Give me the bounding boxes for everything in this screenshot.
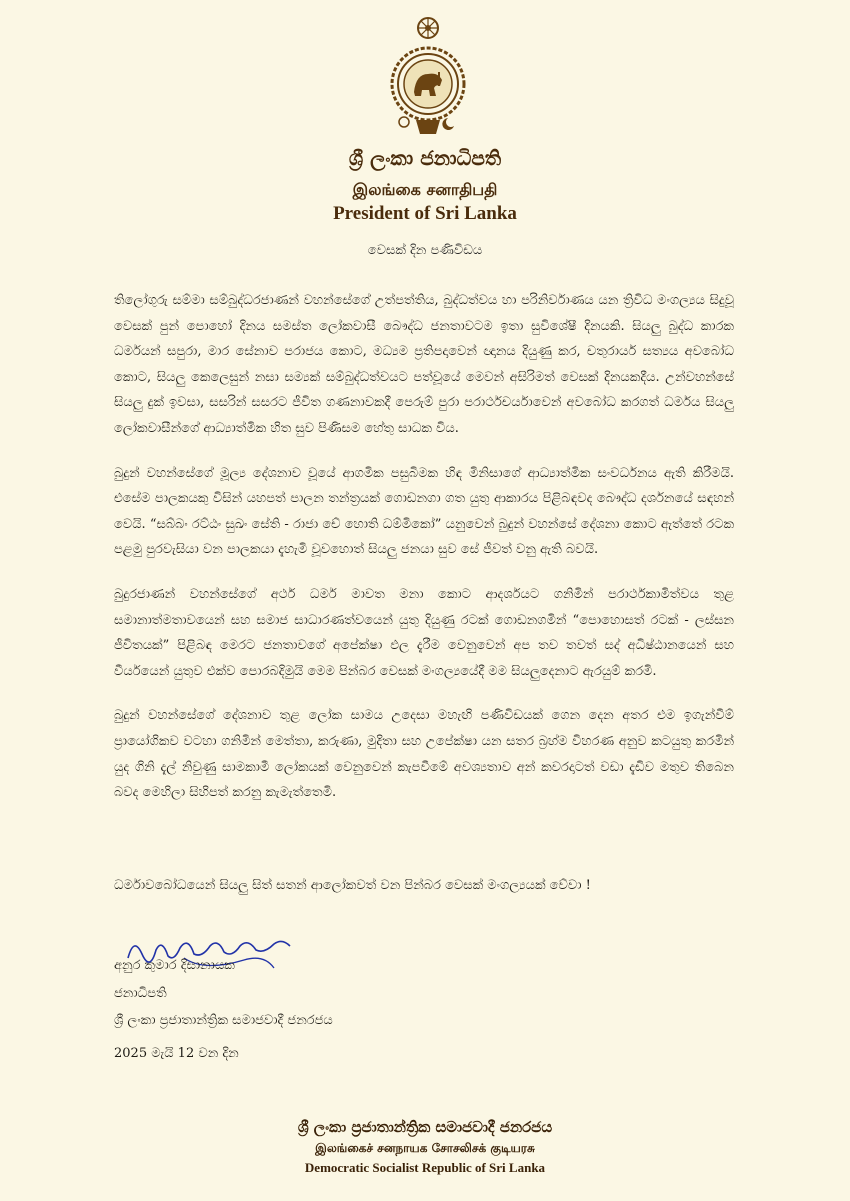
handwritten-signature	[124, 928, 294, 983]
signer-title: ජනාධිපති	[114, 986, 167, 1001]
signer-name: අනුර කුමාර දිසානායක	[114, 958, 235, 973]
footer-sinhala: ශ්‍රී ලංකා ප්‍රජාතාන්ත්‍රික සමාජවාදී ජනරජය	[297, 1118, 553, 1136]
letter-body	[114, 288, 734, 825]
header-title-english: President of Sri Lanka	[333, 203, 517, 224]
header-title-tamil: இலங்கை சனாதிபதி	[352, 180, 498, 199]
header-title-sinhala: ශ්‍රී ලංකා ජනාධිපති	[348, 146, 502, 170]
letter-subject: වෙසක් දින පණිවිඩය	[367, 243, 483, 258]
national-emblem-icon	[384, 12, 472, 140]
body-paragraph: බුදුරජාණන් වහන්සේගේ අර්ථ ධර්ම මාවත මනා කොට ආදර්ශයට ගනිමින් පරාර්ථකාමිත්වය තුළ සමානාත්මතාවයෙන් සහ සමාජ සාධාරණත්වයෙන් යුතු දියුණු රටක් ගොඩනගමින් “පොහොසත් රටක් - ලස්සන ජීවිතයක්” පිළිබඳ මෙරට ජනතාවගේ අපේක්ෂා ඵල දැරීම වෙනුවෙන් අප තව තවත් සද් අධිෂ්ඨානයෙන් සහ වීර්යයෙන් යුතුව එක්ව පොරබදිමුයි මෙම පින්බර වෙසක් මංගල්‍යයේදී මම සියලුදෙනාට ඇරයුම් කරමි.	[114, 586, 734, 679]
footer-tamil: இலங்கைச் சனநாயக சோசலிசக் குடியரசு	[315, 1141, 535, 1155]
letter-date: 2025 මැයි 12 වන දින	[114, 1046, 239, 1061]
footer-english: Democratic Socialist Republic of Sri Lanka	[304, 1160, 546, 1175]
body-paragraph: බුදුන් වහන්සේගේ දේශනාව තුළ ලෝක සාමය උදෙසා මහැඟි පණිවිඩයක් ගෙන දෙන අතර එම ඉගැන්වීම් ප්‍රායෝගිකව වටහා ගනිමින් මෙත්තා, කරුණා, මුදිතා සහ උපේක්ෂා යන සතර බ්‍රහ්ම විහරණ අනුව කටයුතු කරමින් යුද ගිනි දැල් නිවුණු සාමකාමී ලෝකයක් වෙනුවෙන් කැපවීමේ අවශ්‍යතාව අන් කවරදාටත් වඩා දැඩිව මතුව තිබෙන බවද මෙහිලා සිහිපත් කරනු කැමැත්තෙමි.	[114, 708, 734, 801]
body-paragraph: තිලෝගුරු සම්මා සම්බුද්ධරජාණන් වහන්සේගේ උත්පත්තිය, බුද්ධත්වය හා පරිනිර්වාණය යන ත්‍රිවිධ මංගල්‍යය සිදුවූ වෙසක් පුන් පොහෝ දිනය සමස්ත ලෝකවාසී බෞද්ධ ජනතාවටම ඉතා සුවිශේෂී දිනයකි. සියලු බුද්ධ කාරක ධර්මයන් සපුරා, මාර සේනාව පරාජය කොට, මධ්‍යම ප්‍රතිපදාවෙන් ඥානය දියුණු කර, චතුරාර්ය සත්‍යය අවබෝධ කොට, සියලු කෙලෙසුන් නසා සම්‍යක් සම්බුද්ධත්වයට පත්වූයේ මෙවන් අසිරිමත් වෙසක් දිනයකදීය. උන්වහන්සේ සියලු දුක් ඉවසා, සසරින් සසරට ජීවිත ගණනාවකදී පෙරුම් පුරා පරාර්ථචර්යාවෙන් අවබෝධ කරගත් ධර්මය සියලු ලෝකවාසීන්ගේ ආධ්‍යාත්මික හිත සුව පිණිසම හේතු සාධක විය.	[114, 293, 734, 436]
body-paragraph: බුදුන් වහන්සේගේ මූල්‍ය දේශනාව වූයේ ආගමික පසුබිමක හිඳ මිනිසාගේ ආධ්‍යාත්මික සංවර්ධනය ඇති කිරීමයි. එසේම පාලකයකු විසින් යහපත් පාලන තන්ත්‍රයක් ගොඩනගා ගත යුතු ආකාරය පිළිබඳවද බෞද්ධ දර්ශනයේ සඳහන් වෙයි. “සබ්බං රට්ඨං සුඛං සේති - රාජා චේ හොති ධම්මිකෝ” යනුවෙන් බුදුන් වහන්සේ දේශනා කොට ඇත්තේ රටක පළමු පුරවැසියා වන පාලකයා දැහැමි වූවහොත් සියලු ජනයා සුව සේ ජීවත් වනු ඇති බවයි.	[114, 465, 734, 558]
closing-wish: ධර්මාවබෝධයෙන් සියලු සිත් සතන් ආලෝකවත් වන පින්බර වෙසක් මංගල්‍යයක් වේවා !	[114, 878, 591, 893]
signer-state: ශ්‍රී ලංකා ප්‍රජාතාන්ත්‍රික සමාජවාදී ජනරජය	[114, 1013, 333, 1028]
